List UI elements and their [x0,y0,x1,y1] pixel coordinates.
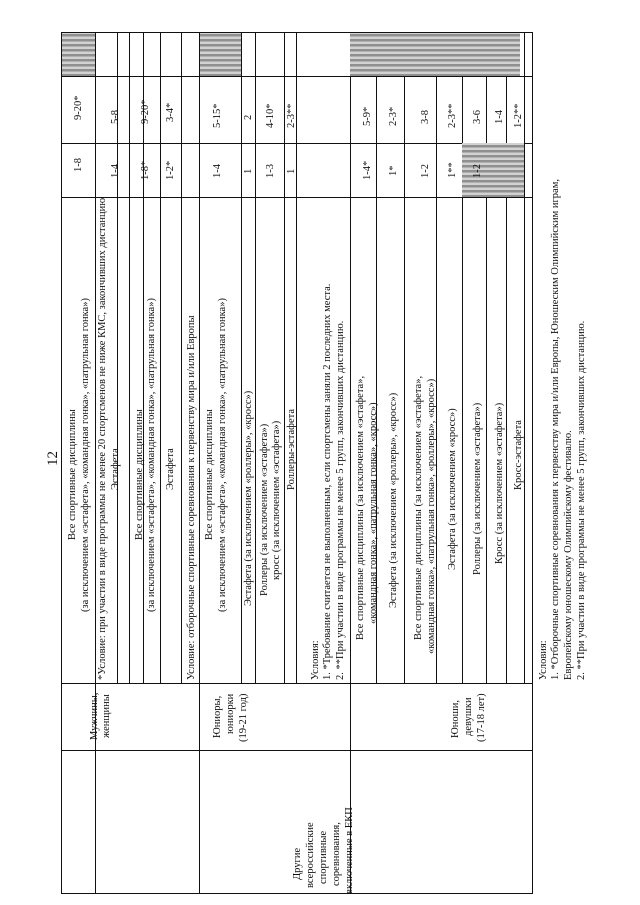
men-row3-count: 9-20* [140,99,151,124]
juniors-group-1: Юниоры, [212,695,223,738]
youth-row3-count: 3-8 [420,110,431,124]
youth-row1-disc-a: Все спортивные дисциплины (за исключением «эстафета», [355,375,366,640]
men-row2-disc: Эстафета [110,448,121,490]
juniors-group-3: (19-21 год) [238,693,249,742]
youth-row4-count: 2-3** [447,103,458,128]
cond4-line1: 1. *Отборочные спортивные соревнования к первенству мира и/или Европы, Юношеским Олимпийским играм, [550,179,561,680]
youth-row7-count: 1-2** [513,103,524,128]
men-row2-count: 5-8 [110,110,121,124]
youth-row7-disc: Кросс-эстафета [513,420,524,490]
sport-label-2: всероссийские [305,822,316,888]
youth-row2-places: 1* [388,165,399,176]
sport-label-4: соревнования, [331,822,342,886]
youth-row4-disc: Эстафета (за исключением «кросс») [447,408,458,570]
junior-row2-places: 1 [243,168,254,174]
junior-row1-count: 5-15* [212,103,223,128]
junior-row4-disc: Роллеры-эстафета [286,408,297,490]
youth-row2-disc: Эстафета (за исключением «роллеры», «кросс») [388,392,399,608]
junior-row2-disc: Эстафета (за исключением «роллеры», «кросс») [243,390,254,606]
men-row1-disc-b: (за исключением «эстафета», «командная гонка», «патрульная гонка») [80,298,91,612]
men-row3-disc-a: Все спортивные дисциплины [134,409,145,540]
men-row4-places: 1-2* [165,160,176,180]
junior-row1-disc-a: Все спортивные дисциплины [204,409,215,540]
youth-row3-disc-a: Все спортивные дисциплины (за исключением «эстафета», [413,375,424,640]
youth-row1-disc-b: «командная гонка», «патрульная гонка», «кросс») [368,402,379,624]
youth-row5-count: 3-6 [472,110,483,124]
men-row1-places: 1-8 [73,158,84,172]
junior-row3-places: 1-3 [265,164,276,178]
youth-row5-places: 1-2 [472,164,483,178]
youth-row3-disc-b: «командная гонка», «патрульная гонка», «роллеры», «кросс») [426,378,437,654]
sport-label-3: спортивные [318,830,329,884]
youth-row1-count: 5-9* [362,106,373,126]
junior-row1-places: 1-4 [212,164,223,178]
men-row1-count: 9-20* [73,95,84,120]
cond4-line3: 2. **При участии в виде программы не менее 5 групп, закончивших дистанцию. [576,320,587,680]
men-group-2: женщины [101,694,112,738]
cond4-line2: Европейскому юношескому Олимпийскому фестивалю. [563,430,574,680]
men-row4-count: 3-4* [165,102,176,122]
cond3-line1: 1. *Требование считается не выполненным, если спортсмены заняли 2 последних места. [322,283,333,680]
shade-1 [62,33,95,76]
youth-row2-count: 2-3* [388,106,399,126]
men-row3-places: 1-8* [140,160,151,180]
men-row1-disc-a: Все спортивные дисциплины [67,409,78,540]
sport-label-5: включенные в ЕКП [344,807,355,894]
cond3-line2: 2. **При участии в виде программы не менее 5 групп, закончивших дистанцию. [335,320,346,680]
youth-row6-disc: Кросс (за исключением «эстафета») [494,402,505,564]
juniors-group-2: юниорки [225,693,236,734]
junior-row4-places: 1 [286,168,297,174]
sport-label-1: Другие [292,847,303,880]
shade-3 [350,33,520,76]
men-row4-disc: Эстафета [165,448,176,490]
men-cond1: *Условие: при участии в виде программы не менее 20 спортсменов не ниже КМС, закончивших дистанцию [97,197,108,680]
men-row3-disc-b: (за исключением «эстафета», «командная гонка», «патрульная гонка») [146,298,157,612]
youth-group-3: (17-18 лет) [476,693,487,742]
men-group-1: Мужчины, [89,692,100,740]
junior-row3-count: 4-10* [265,103,276,128]
men-row2-places: 1-4 [110,164,121,178]
youth-row3-places: 1-2 [420,164,431,178]
cond2: Условие: отборочные спортивные соревнования к первенству мира и/или Европы [186,315,197,680]
youth-row1-places: 1-4* [362,160,373,180]
junior-row4-count: 2-3** [286,103,297,128]
junior-row1-disc-b: (за исключением «эстафета», «командная гонка», «патрульная гонка») [217,298,228,612]
youth-group-2: девушки [463,697,474,736]
junior-row3-disc-a: Роллеры (за исключением «эстафета») [259,423,270,596]
page-number-text: 12 [45,451,61,466]
junior-row2-count: 2 [243,114,254,120]
shade-2 [200,33,241,76]
youth-row5-disc: Роллеры (за исключением «эстафета») [472,402,483,575]
junior-row3-disc-b: кросс (за исключением «эстафета») [271,420,282,580]
youth-row4-places: 1** [447,162,458,178]
cond3-title: Условия: [310,640,321,680]
youth-group-1: Юноши, [450,700,461,738]
cond4-title: Условия: [538,640,549,680]
youth-row6-count: 1-4 [494,110,505,124]
